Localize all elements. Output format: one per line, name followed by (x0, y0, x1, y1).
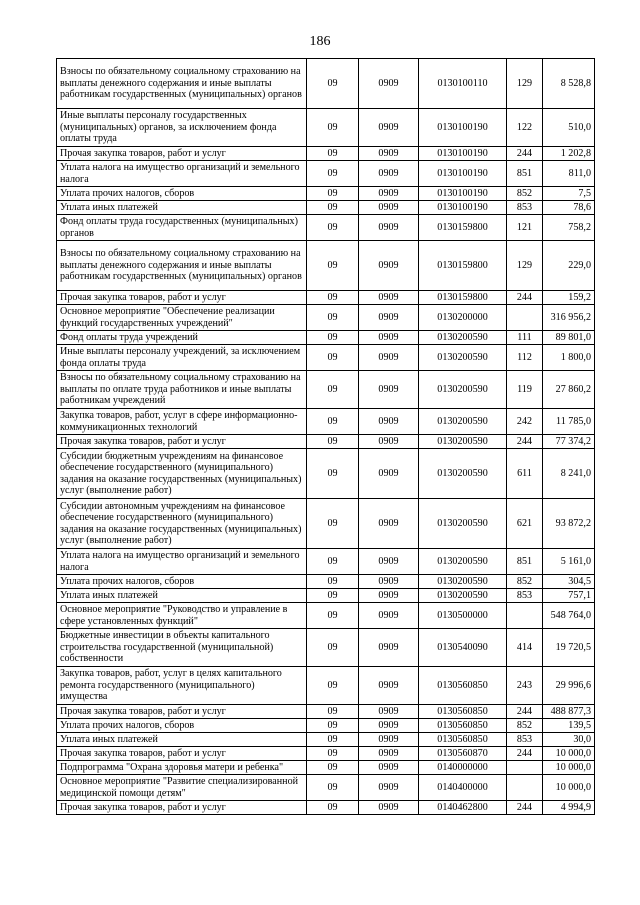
target-article-cell: 0130200590 (419, 449, 507, 499)
expense-type-cell: 853 (507, 733, 543, 747)
subsection-code-cell: 0909 (359, 241, 419, 291)
target-article-cell: 0130100190 (419, 187, 507, 201)
section-code-cell: 09 (307, 435, 359, 449)
subsection-code-cell: 0909 (359, 147, 419, 161)
subsection-code-cell: 0909 (359, 215, 419, 241)
section-code-cell: 09 (307, 409, 359, 435)
section-code-cell: 09 (307, 371, 359, 409)
amount-cell: 10 000,0 (543, 775, 595, 801)
target-article-cell: 0130100190 (419, 201, 507, 215)
target-article-cell: 0130200000 (419, 305, 507, 331)
subsection-code-cell: 0909 (359, 305, 419, 331)
amount-cell: 30,0 (543, 733, 595, 747)
table-row (57, 241, 595, 291)
section-code-cell: 09 (307, 291, 359, 305)
expense-type-cell: 852 (507, 187, 543, 201)
section-code-cell: 09 (307, 761, 359, 775)
page-number: 186 (309, 34, 331, 49)
expense-type-cell: 611 (507, 449, 543, 499)
subsection-code-cell: 0909 (359, 345, 419, 371)
subsection-code-cell: 0909 (359, 409, 419, 435)
amount-cell: 159,2 (543, 291, 595, 305)
amount-cell: 77 374,2 (543, 435, 595, 449)
target-article-cell: 0140400000 (419, 775, 507, 801)
section-code-cell: 09 (307, 147, 359, 161)
table-row (57, 187, 595, 201)
amount-cell: 1 202,8 (543, 147, 595, 161)
target-article-cell: 0130560850 (419, 719, 507, 733)
amount-cell: 19 720,5 (543, 629, 595, 667)
expense-type-cell (507, 603, 543, 629)
amount-cell: 488 877,3 (543, 705, 595, 719)
expense-name-cell: Подпрограмма "Охрана здоровья матери и ребенка" (57, 761, 307, 775)
section-code-cell: 09 (307, 161, 359, 187)
table-row (57, 147, 595, 161)
table-row (57, 435, 595, 449)
expense-type-cell: 853 (507, 589, 543, 603)
amount-cell: 29 996,6 (543, 667, 595, 705)
expense-name-cell: Закупка товаров, работ, услуг в целях капитального ремонта государственного (муниципального) имущества (57, 667, 307, 705)
expense-type-cell: 242 (507, 409, 543, 435)
subsection-code-cell: 0909 (359, 667, 419, 705)
expense-name-cell: Уплата прочих налогов, сборов (57, 575, 307, 589)
target-article-cell: 0130200590 (419, 331, 507, 345)
section-code-cell: 09 (307, 747, 359, 761)
amount-cell: 27 860,2 (543, 371, 595, 409)
expense-name-cell: Субсидии бюджетным учреждениям на финансовое обеспечение государственного (муниципального) задания на оказание государственных (муниципальных) услуг (выполнение работ) (57, 449, 307, 499)
subsection-code-cell: 0909 (359, 775, 419, 801)
table-row (57, 667, 595, 705)
expense-type-cell: 244 (507, 291, 543, 305)
section-code-cell: 09 (307, 449, 359, 499)
amount-cell: 811,0 (543, 161, 595, 187)
subsection-code-cell: 0909 (359, 747, 419, 761)
target-article-cell: 0130200590 (419, 499, 507, 549)
expense-name-cell: Основное мероприятие "Развитие специализированной медицинской помощи детям" (57, 775, 307, 801)
expense-name-cell: Фонд оплаты труда учреждений (57, 331, 307, 345)
expense-name-cell: Прочая закупка товаров, работ и услуг (57, 801, 307, 815)
table-row (57, 109, 595, 147)
table-row (57, 215, 595, 241)
table-row (57, 589, 595, 603)
amount-cell: 7,5 (543, 187, 595, 201)
expense-name-cell: Уплата налога на имущество организаций и земельного налога (57, 549, 307, 575)
target-article-cell: 0130500000 (419, 603, 507, 629)
section-code-cell: 09 (307, 733, 359, 747)
expense-name-cell: Прочая закупка товаров, работ и услуг (57, 747, 307, 761)
amount-cell: 5 161,0 (543, 549, 595, 575)
table-row (57, 331, 595, 345)
section-code-cell: 09 (307, 719, 359, 733)
section-code-cell: 09 (307, 775, 359, 801)
expense-type-cell: 853 (507, 201, 543, 215)
amount-cell: 758,2 (543, 215, 595, 241)
table-row (57, 719, 595, 733)
section-code-cell: 09 (307, 345, 359, 371)
table-row (57, 291, 595, 305)
table-row (57, 201, 595, 215)
subsection-code-cell: 0909 (359, 59, 419, 109)
target-article-cell: 0130159800 (419, 291, 507, 305)
amount-cell: 1 800,0 (543, 345, 595, 371)
target-article-cell: 0130560870 (419, 747, 507, 761)
table-row (57, 371, 595, 409)
subsection-code-cell: 0909 (359, 549, 419, 575)
subsection-code-cell: 0909 (359, 371, 419, 409)
expense-name-cell: Взносы по обязательному социальному страхованию на выплаты денежного содержания и иные выплаты работникам государственных (муниципальных) органов (57, 59, 307, 109)
expense-name-cell: Прочая закупка товаров, работ и услуг (57, 435, 307, 449)
target-article-cell: 0130200590 (419, 435, 507, 449)
subsection-code-cell: 0909 (359, 109, 419, 147)
target-article-cell: 0130100190 (419, 147, 507, 161)
expense-type-cell: 852 (507, 575, 543, 589)
expense-name-cell: Иные выплаты персоналу учреждений, за исключением фонда оплаты труда (57, 345, 307, 371)
section-code-cell: 09 (307, 187, 359, 201)
subsection-code-cell: 0909 (359, 435, 419, 449)
subsection-code-cell: 0909 (359, 575, 419, 589)
amount-cell: 93 872,2 (543, 499, 595, 549)
target-article-cell: 0130159800 (419, 241, 507, 291)
target-article-cell: 0130560850 (419, 733, 507, 747)
amount-cell: 4 994,9 (543, 801, 595, 815)
amount-cell: 10 000,0 (543, 761, 595, 775)
expense-type-cell: 621 (507, 499, 543, 549)
table-row (57, 161, 595, 187)
subsection-code-cell: 0909 (359, 291, 419, 305)
amount-cell: 548 764,0 (543, 603, 595, 629)
amount-cell: 139,5 (543, 719, 595, 733)
table-row (57, 761, 595, 775)
expense-name-cell: Уплата прочих налогов, сборов (57, 187, 307, 201)
subsection-code-cell: 0909 (359, 761, 419, 775)
table-row (57, 747, 595, 761)
target-article-cell: 0130200590 (419, 345, 507, 371)
table-row (57, 345, 595, 371)
expense-name-cell: Прочая закупка товаров, работ и услуг (57, 147, 307, 161)
expense-type-cell: 851 (507, 549, 543, 575)
expense-type-cell: 111 (507, 331, 543, 345)
subsection-code-cell: 0909 (359, 589, 419, 603)
target-article-cell: 0140000000 (419, 761, 507, 775)
table-row (57, 449, 595, 499)
expense-name-cell: Уплата прочих налогов, сборов (57, 719, 307, 733)
target-article-cell: 0130540090 (419, 629, 507, 667)
target-article-cell: 0130200590 (419, 549, 507, 575)
amount-cell: 78,6 (543, 201, 595, 215)
table-row (57, 499, 595, 549)
table-row (57, 59, 595, 109)
subsection-code-cell: 0909 (359, 733, 419, 747)
section-code-cell: 09 (307, 499, 359, 549)
section-code-cell: 09 (307, 109, 359, 147)
expense-type-cell (507, 305, 543, 331)
expense-name-cell: Взносы по обязательному социальному страхованию на выплаты денежного содержания и иные выплаты работникам государственных (муниципальных) органов (57, 241, 307, 291)
expense-name-cell: Бюджетные инвестиции в объекты капитального строительства государственной (муниципальной) собственности (57, 629, 307, 667)
table-row (57, 775, 595, 801)
expense-name-cell: Уплата иных платежей (57, 589, 307, 603)
budget-table (56, 58, 595, 815)
amount-cell: 316 956,2 (543, 305, 595, 331)
section-code-cell: 09 (307, 629, 359, 667)
section-code-cell: 09 (307, 241, 359, 291)
expense-name-cell: Субсидии автономным учреждениям на финансовое обеспечение государственного (муниципального) задания на оказание государственных (муниципальных) услуг (выполнение работ) (57, 499, 307, 549)
section-code-cell: 09 (307, 589, 359, 603)
expense-name-cell: Уплата налога на имущество организаций и земельного налога (57, 161, 307, 187)
target-article-cell: 0130100190 (419, 161, 507, 187)
expense-name-cell: Основное мероприятие "Обеспечение реализации функций государственных учреждений" (57, 305, 307, 331)
subsection-code-cell: 0909 (359, 201, 419, 215)
section-code-cell: 09 (307, 603, 359, 629)
subsection-code-cell: 0909 (359, 705, 419, 719)
subsection-code-cell: 0909 (359, 499, 419, 549)
section-code-cell: 09 (307, 801, 359, 815)
section-code-cell: 09 (307, 59, 359, 109)
subsection-code-cell: 0909 (359, 187, 419, 201)
expense-name-cell: Основное мероприятие "Руководство и управление в сфере установленных функций" (57, 603, 307, 629)
expense-type-cell: 121 (507, 215, 543, 241)
target-article-cell: 0130159800 (419, 215, 507, 241)
amount-cell: 8 528,8 (543, 59, 595, 109)
expense-type-cell: 119 (507, 371, 543, 409)
expense-type-cell: 244 (507, 435, 543, 449)
section-code-cell: 09 (307, 215, 359, 241)
section-code-cell: 09 (307, 705, 359, 719)
expense-name-cell: Фонд оплаты труда государственных (муниципальных) органов (57, 215, 307, 241)
expense-type-cell: 414 (507, 629, 543, 667)
expense-type-cell (507, 775, 543, 801)
budget-table-body (57, 59, 595, 815)
target-article-cell: 0130200590 (419, 409, 507, 435)
target-article-cell: 0130200590 (419, 575, 507, 589)
expense-type-cell: 244 (507, 705, 543, 719)
subsection-code-cell: 0909 (359, 719, 419, 733)
table-row (57, 575, 595, 589)
expense-name-cell: Иные выплаты персоналу государственных (муниципальных) органов, за исключением фонда оплаты труда (57, 109, 307, 147)
table-row (57, 603, 595, 629)
expense-type-cell: 129 (507, 59, 543, 109)
subsection-code-cell: 0909 (359, 161, 419, 187)
subsection-code-cell: 0909 (359, 331, 419, 345)
amount-cell: 304,5 (543, 575, 595, 589)
table-row (57, 305, 595, 331)
subsection-code-cell: 0909 (359, 603, 419, 629)
expense-type-cell: 244 (507, 747, 543, 761)
amount-cell: 89 801,0 (543, 331, 595, 345)
amount-cell: 8 241,0 (543, 449, 595, 499)
section-code-cell: 09 (307, 575, 359, 589)
table-row (57, 549, 595, 575)
table-row (57, 801, 595, 815)
expense-name-cell: Прочая закупка товаров, работ и услуг (57, 291, 307, 305)
section-code-cell: 09 (307, 331, 359, 345)
subsection-code-cell: 0909 (359, 629, 419, 667)
amount-cell: 229,0 (543, 241, 595, 291)
target-article-cell: 0140462800 (419, 801, 507, 815)
amount-cell: 757,1 (543, 589, 595, 603)
table-row (57, 733, 595, 747)
table-row (57, 705, 595, 719)
section-code-cell: 09 (307, 667, 359, 705)
expense-type-cell: 244 (507, 147, 543, 161)
target-article-cell: 0130560850 (419, 667, 507, 705)
amount-cell: 10 000,0 (543, 747, 595, 761)
subsection-code-cell: 0909 (359, 801, 419, 815)
expense-name-cell: Уплата иных платежей (57, 733, 307, 747)
table-row (57, 629, 595, 667)
expense-type-cell: 851 (507, 161, 543, 187)
expense-name-cell: Уплата иных платежей (57, 201, 307, 215)
section-code-cell: 09 (307, 201, 359, 215)
expense-name-cell: Закупка товаров, работ, услуг в сфере информационно-коммуникационных технологий (57, 409, 307, 435)
subsection-code-cell: 0909 (359, 449, 419, 499)
expense-type-cell: 112 (507, 345, 543, 371)
table-row (57, 409, 595, 435)
expense-name-cell: Прочая закупка товаров, работ и услуг (57, 705, 307, 719)
expense-type-cell: 852 (507, 719, 543, 733)
expense-type-cell: 122 (507, 109, 543, 147)
target-article-cell: 0130560850 (419, 705, 507, 719)
section-code-cell: 09 (307, 549, 359, 575)
expense-type-cell: 244 (507, 801, 543, 815)
section-code-cell: 09 (307, 305, 359, 331)
target-article-cell: 0130100190 (419, 109, 507, 147)
amount-cell: 510,0 (543, 109, 595, 147)
expense-type-cell: 243 (507, 667, 543, 705)
target-article-cell: 0130200590 (419, 589, 507, 603)
expense-name-cell: Взносы по обязательному социальному страхованию на выплаты по оплате труда работников и иные выплаты работникам учреждений (57, 371, 307, 409)
expense-type-cell: 129 (507, 241, 543, 291)
target-article-cell: 0130100110 (419, 59, 507, 109)
target-article-cell: 0130200590 (419, 371, 507, 409)
amount-cell: 11 785,0 (543, 409, 595, 435)
expense-type-cell (507, 761, 543, 775)
